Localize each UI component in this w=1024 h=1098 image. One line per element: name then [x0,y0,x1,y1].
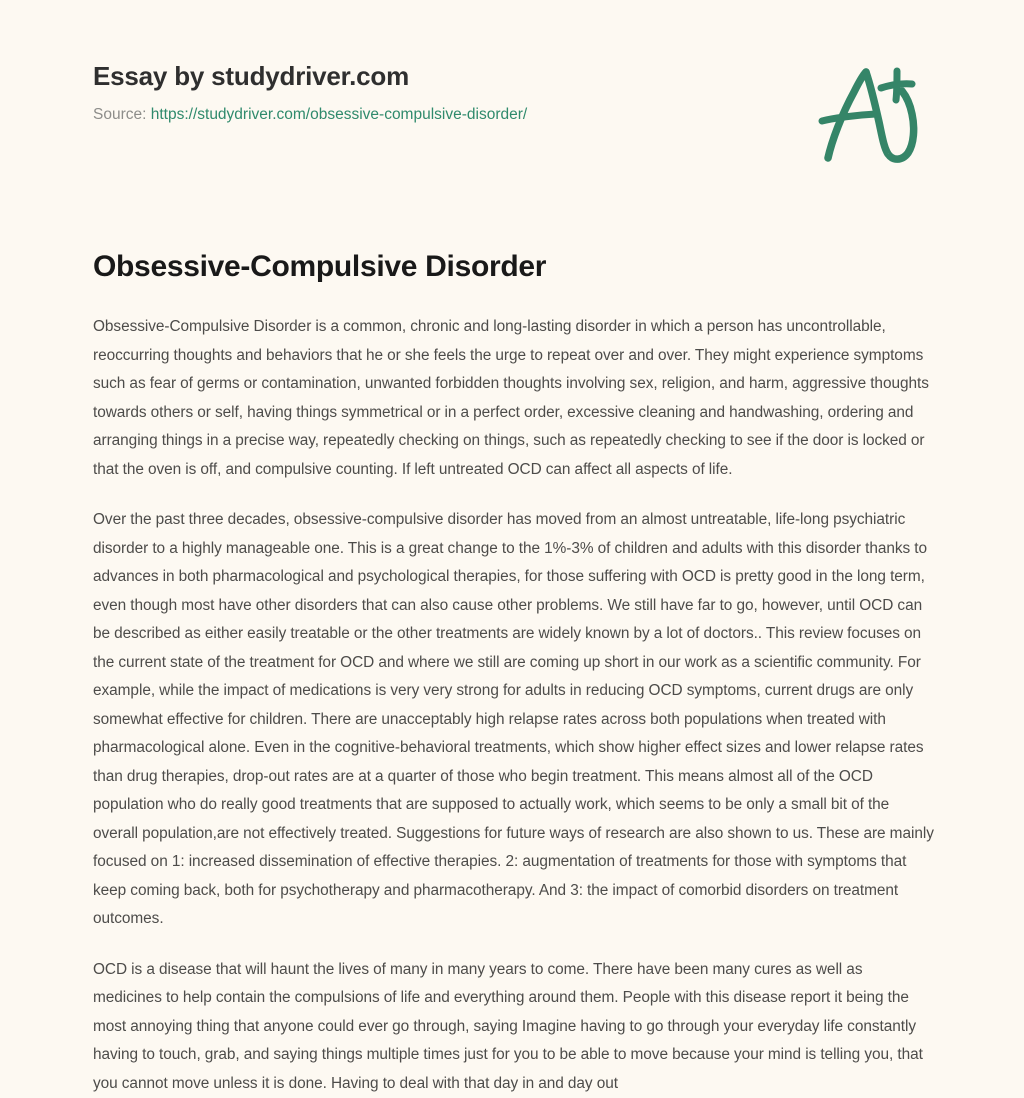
a-plus-logo [806,58,928,168]
source-label: Source: [93,106,146,123]
page-title: Obsessive-Compulsive Disorder [93,249,546,285]
source-url-link[interactable]: https://studydriver.com/obsessive-compulsive-disorder/ [151,106,527,123]
essay-byline: Essay by studydriver.com [93,62,933,91]
paragraph: OCD is a disease that will haunt the lives of many in many years to come. There have been many cures as well as medicines to help contain the compulsions of life and everything around them. People with this disease report it being the most annoying thing that anyone could ever go through, saying Imagine having to go through your everyday life constantly having to touch, grab, and saying things multiple times just for you to be able to move because your mind is telling you, that you cannot move unless it is done. Having to deal with that day in and day out [93,956,934,1098]
paragraph: Over the past three decades, obsessive-compulsive disorder has moved from an almost untreatable, life-long psychiatric disorder to a highly manageable one. This is a great change to the 1%-3% of children and adults with this disorder thanks to advances in both pharmacological and psychological therapies, for those suffering with OCD is pretty good in the long term, even though most have other disorders that can also cause other problems. We still have far to go, however, until OCD can be described as either easily treatable or the other treatments are widely known by a lot of doctors.. This review focuses on the current state of the treatment for OCD and where we still are coming up short in our work as a scientific community. For example, while the impact of medications is very very strong for adults in reducing OCD symptoms, current drugs are only somewhat effective for children. There are unacceptably high relapse rates across both populations when treated with pharmacological alone. Even in the cognitive-behavioral treatments, which show higher effect sizes and lower relapse rates than drug therapies, drop-out rates are at a quarter of those who begin treatment. This means almost all of the OCD population who do really good treatments that are supposed to actually work, which seems to be only a small bit of the overall population,are not effectively treated. Suggestions for future ways of research are also shown to us. These are mainly focused on 1: increased dissemination of effective therapies. 2: augmentation of treatments for those with symptoms that keep coming back, both for psychotherapy and pharmacotherapy. And 3: the impact of comorbid disorders on treatment outcomes. [93,506,934,934]
a-plus-logo-icon [806,58,928,168]
paragraph: Obsessive-Compulsive Disorder is a common, chronic and long-lasting disorder in which a person has uncontrollable, reoccurring thoughts and behaviors that he or she feels the urge to repeat over and over. They might experience symptoms such as fear of germs or contamination, unwanted forbidden thoughts involving sex, religion, and harm, aggressive thoughts towards others or self, having things symmetrical or in a perfect order, excessive cleaning and handwashing, ordering and arranging things in a precise way, repeatedly checking on things, such as repeatedly checking to see if the door is locked or that the oven is off, and compulsive counting. If left untreated OCD can affect all aspects of life. [93,313,934,484]
essay-body [93,313,934,1098]
